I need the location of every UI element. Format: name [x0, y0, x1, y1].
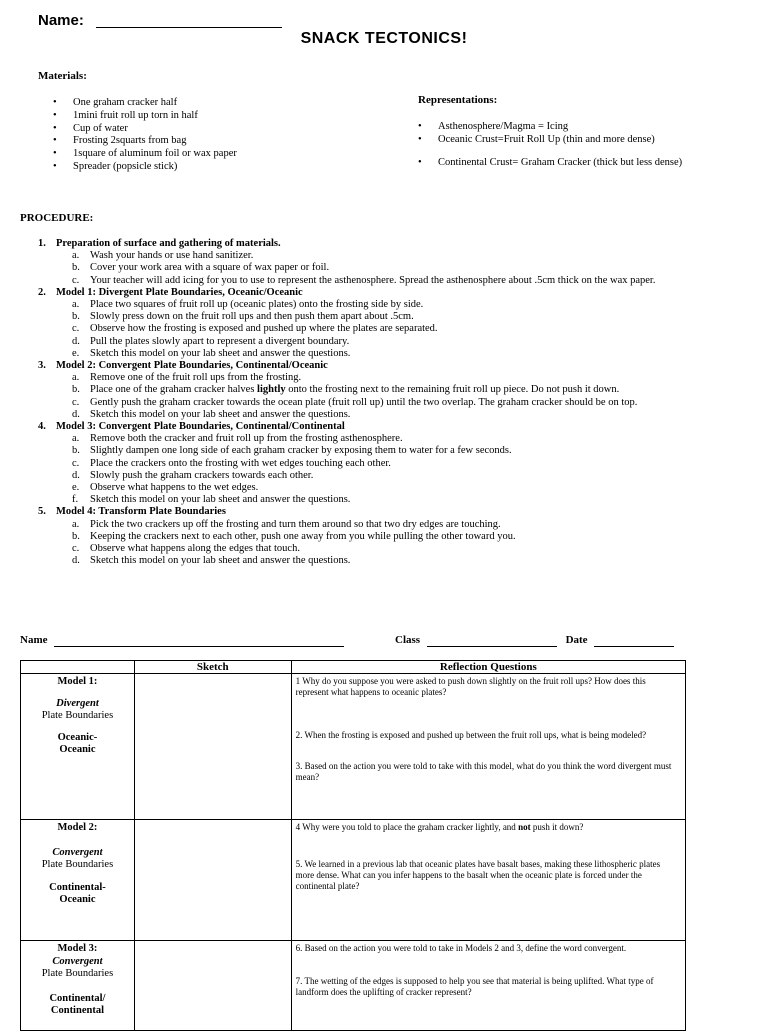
substep-text: Slowly press down on the fruit roll ups and then push them apart about .5cm. [90, 311, 414, 323]
procedure-substep [38, 348, 758, 360]
model-pair: Continental/ Continental [49, 992, 106, 1016]
substep-letter: b. [72, 262, 80, 274]
substep-letter: a. [72, 250, 80, 262]
model-boundary: Plate Boundaries [41, 859, 114, 870]
substep-letter: c. [72, 323, 80, 335]
substep-text: Your teacher will add icing for you to use to represent the asthenosphere. Spread the asthenosphere about .5cm thick on the wax paper. [90, 274, 656, 286]
reflection-table [20, 660, 686, 1031]
question: 6. Based on the action you were told to take in Models 2 and 3, define the word convergent. [295, 943, 627, 953]
question-4-post: push it down? [530, 822, 584, 832]
procedure-substep [38, 494, 758, 506]
substep-text: Slightly dampen one long side of each graham cracker by exposing them to water for a few seconds. [90, 445, 512, 457]
substep-letter: a. [72, 372, 80, 384]
substep-letter: b. [72, 384, 80, 396]
procedure-substep [38, 531, 758, 543]
questions-cell[interactable] [291, 820, 685, 941]
name-field[interactable] [54, 634, 344, 647]
substep-letter: c. [72, 457, 80, 469]
step-number: 2. [38, 286, 46, 298]
representations-list [418, 121, 758, 169]
procedure-step-title [38, 287, 758, 299]
procedure-substep [38, 433, 758, 445]
model-type: Convergent [52, 846, 103, 858]
substep-letter: d. [72, 469, 80, 481]
procedure-substep [38, 311, 758, 323]
step-title-text: Preparation of surface and gathering of materials [56, 238, 279, 249]
model-cell [21, 941, 135, 1031]
substep-text-part: onto the frosting next to the remaining fruit roll up piece. Do not push it down. [285, 384, 620, 396]
list-item: • 1square of aluminum foil or wax paper [53, 148, 383, 161]
list-item: • 1mini fruit roll up torn in half [53, 110, 383, 123]
model-pair: Continental- Oceanic [49, 881, 106, 905]
substep-text: Place two squares of fruit roll up (oceanic plates) onto the frosting side by side. [90, 299, 424, 311]
model-cell [21, 820, 135, 941]
procedure-substep [38, 519, 758, 531]
worksheet-info-row [20, 634, 760, 647]
question: 1 Why do you suppose you were asked to push down slightly on the fruit roll ups? How does this represent what happens to oceanic plates? [295, 676, 646, 697]
procedure-substep [38, 384, 758, 396]
substep-text: Pull the plates slowly apart to represent a divergent boundary. [90, 335, 350, 347]
procedure-substep [38, 299, 758, 311]
model-label: Model 1: [57, 676, 98, 687]
substep-text: Sketch this model on your lab sheet and answer the questions. [90, 347, 351, 359]
substep-text: Remove both the cracker and fruit roll up from the frosting asthenosphere. [90, 433, 403, 445]
table-row [21, 674, 686, 820]
procedure-substep [38, 445, 758, 457]
sketch-area[interactable] [134, 941, 291, 1031]
header-model [21, 661, 135, 674]
class-field[interactable] [427, 634, 557, 647]
table-row [21, 820, 686, 941]
procedure-substep [38, 250, 758, 262]
substep-text-part: Place one of the graham cracker halves [90, 384, 258, 396]
substep-letter: c. [72, 274, 80, 286]
model-type: Divergent [56, 697, 99, 709]
substep-letter: d. [72, 408, 80, 420]
step-number: 4. [38, 421, 46, 433]
worksheet-class-label: Class [395, 634, 421, 646]
list-item: • Frosting 2squarts from bag [53, 135, 383, 148]
procedure-heading: PROCEDURE: [20, 212, 94, 224]
worksheet-name-label: Name [20, 634, 48, 646]
substep-text: Sketch this model on your lab sheet and answer the questions. [90, 494, 351, 506]
question [296, 822, 679, 833]
procedure-substep [38, 372, 758, 384]
substep-letter: d. [72, 555, 80, 567]
question: 7. The wetting of the edges is supposed to help you see that material is being uplifted. What type of landform does the uplifting of cracker represent? [295, 976, 654, 997]
substep-text: Sketch this model on your lab sheet and answer the questions. [90, 408, 351, 420]
model-boundary: Plate Boundaries [41, 710, 114, 721]
substep-text: Sketch this model on your lab sheet and answer the questions. [90, 555, 351, 567]
list-item: • Spreader (popsicle stick) [53, 161, 383, 174]
procedure-substep [38, 543, 758, 555]
sketch-area[interactable] [134, 820, 291, 941]
procedure-step-title [38, 360, 758, 372]
substep-letter: a. [72, 518, 80, 530]
substep-letter: e. [72, 482, 80, 494]
model-type: Convergent [52, 955, 103, 967]
list-item: • Oceanic Crust=Fruit Roll Up (thin and more dense) [418, 134, 758, 147]
model-pair: Oceanic- Oceanic [57, 731, 98, 755]
substep-letter: a. [72, 433, 80, 445]
substep-letter: b. [72, 445, 80, 457]
substep-letter: a. [72, 299, 80, 311]
substep-letter: f. [72, 494, 79, 506]
model-label: Model 3: [57, 943, 98, 954]
header-questions: Reflection Questions [291, 661, 685, 674]
step-title-suffix: . [278, 238, 281, 249]
substep-text: Gently push the graham cracker towards the ocean plate (fruit roll up) until the two overlap. The graham cracker should be on top. [90, 396, 638, 408]
worksheet-date-label: Date [565, 634, 588, 646]
materials-heading: Materials: [38, 70, 87, 82]
representations-heading: Representations: [418, 94, 498, 106]
question-4-pre: 4 Why were you told to place the graham cracker lightly, and [295, 822, 519, 832]
step-number: 3. [38, 360, 46, 372]
question: 5. We learned in a previous lab that oceanic plates have basalt bases, making these lithospheric plates more dense. What can you infer happens to the basalt when the oceanic plate is forced under the continental plate? [295, 859, 661, 891]
substep-letter: c. [72, 543, 80, 555]
table-row [21, 941, 686, 1031]
date-field[interactable] [594, 634, 674, 647]
model-label: Model 2: [57, 822, 98, 833]
procedure-substep [38, 323, 758, 335]
substep-text: Observe what happens along the edges that touch. [90, 543, 300, 555]
step-number: 5. [38, 506, 46, 518]
header-sketch: Sketch [134, 661, 291, 674]
question: 3. Based on the action you were told to take with this model, what do you think the word divergent must mean? [295, 761, 672, 782]
procedure-substep [38, 275, 758, 287]
procedure-substep [38, 482, 758, 494]
procedure-substep [38, 397, 758, 409]
procedure-substep [38, 409, 758, 421]
sketch-area[interactable] [134, 674, 291, 820]
substep-text: Observe how the frosting is exposed and pushed up where the plates are separated. [90, 323, 438, 335]
procedure-substep [38, 336, 758, 348]
substep-text: Place the crackers onto the frosting with wet edges touching each other. [90, 457, 391, 469]
substep-text: Keeping the crackers next to each other, push one away from you while pulling the other toward you. [90, 530, 516, 542]
name-line[interactable] [96, 27, 282, 28]
procedure-substep [38, 470, 758, 482]
substep-text [72, 384, 758, 396]
name-label: Name: [38, 12, 84, 29]
procedure-step-title [38, 421, 758, 433]
procedure-substep [38, 555, 758, 567]
model-boundary: Plate Boundaries [41, 968, 114, 979]
procedure-steps [38, 238, 758, 567]
model-cell [21, 674, 135, 820]
procedure-step-title [38, 506, 758, 518]
step-title-text: Model 2: Convergent Plate Boundaries, Continental/Oceanic [56, 360, 328, 372]
questions-cell[interactable] [291, 674, 685, 820]
list-item: • Cup of water [53, 123, 383, 136]
table-header-row [21, 661, 686, 674]
step-title-text: Model 3: Convergent Plate Boundaries, Continental/Continental [56, 421, 345, 433]
procedure-substep [38, 458, 758, 470]
substep-text: Wash your hands or use hand sanitizer. [90, 250, 254, 262]
substep-text: Pick the two crackers up off the frosting and turn them around so that two dry edges are touching. [90, 518, 501, 530]
substep-letter: b. [72, 530, 80, 542]
question-4-emphasis: not [518, 822, 531, 832]
materials-list [53, 97, 383, 174]
substep-letter: e. [72, 347, 80, 359]
substep-text: Observe what happens to the wet edges. [90, 482, 259, 494]
list-item: • One graham cracker half [53, 97, 383, 110]
substep-letter: c. [72, 396, 80, 408]
step-title-text: Model 4: Transform Plate Boundaries [56, 506, 226, 518]
procedure-substep [38, 262, 758, 274]
question: 2. When the frosting is exposed and pushed up between the fruit roll ups, what is being modeled? [295, 730, 647, 740]
procedure-step-title [38, 238, 758, 250]
substep-text-emphasis: lightly [257, 384, 286, 396]
list-item: • Continental Crust= Graham Cracker (thick but less dense) [418, 157, 758, 170]
substep-text: Cover your work area with a square of wax paper or foil. [90, 262, 330, 274]
substep-text: Slowly push the graham crackers towards each other. [90, 469, 314, 481]
list-item: • Asthenosphere/Magma = Icing [418, 121, 758, 134]
questions-cell[interactable] [291, 941, 685, 1031]
substep-letter: d. [72, 335, 80, 347]
page-title: SNACK TECTONICS! [300, 30, 468, 47]
substep-letter: b. [72, 311, 80, 323]
step-title-text: Model 1: Divergent Plate Boundaries, Oceanic/Oceanic [56, 286, 303, 298]
substep-text: Remove one of the fruit roll ups from the frosting. [90, 372, 302, 384]
step-number: 1. [38, 238, 46, 249]
